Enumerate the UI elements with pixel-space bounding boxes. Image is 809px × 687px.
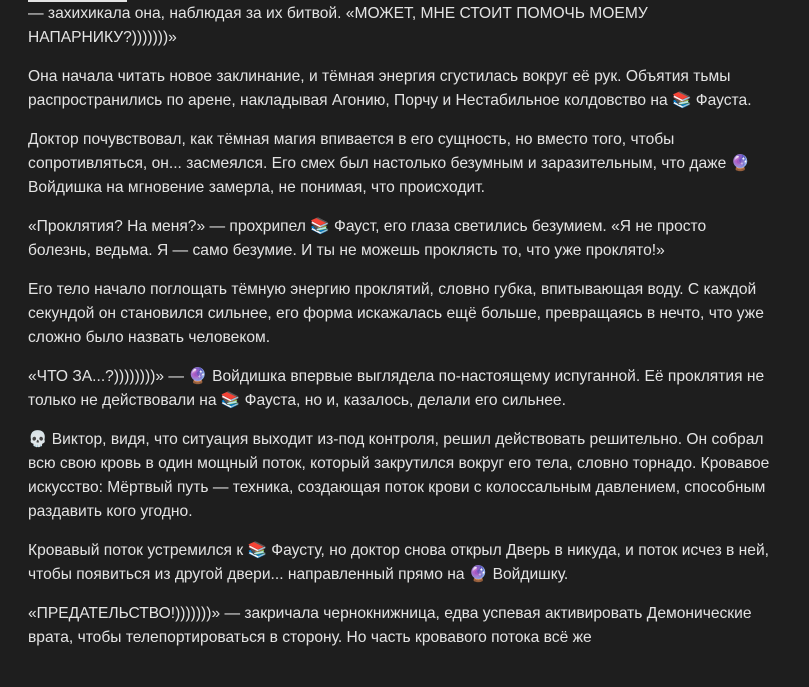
paragraph-9: «ПРЕДАТЕЛЬСТВО!)))))))» — закричала чернокнижница, едва успевая активировать Демонические врата, чтобы телепортироваться в сторону. Но часть кровавого потока всё же (28, 605, 752, 646)
paragraph-8: Кровавый поток устремился к 📚 Фаусту, но доктор снова открыл Дверь в никуда, и поток исчез в ней, чтобы появиться из другой двери... направленный прямо на 🔮 Войдишку. (28, 542, 769, 583)
paragraph-2: Она начала читать новое заклинание, и тёмная энергия сгустилась вокруг её рук. Объятия тьмы распространились по арене, накладывая Агонию, Порчу и Нестабильное колдовство на 📚 Фауста. (28, 68, 752, 109)
paragraph-3: Доктор почувствовал, как тёмная магия впивается в его сущность, но вместо того, чтобы сопротивляться, он... засмеялся. Его смех был настолько безумным и заразительным, что даже 🔮 Войдишка на мгновение замерла, не понимая, что происходит. (28, 131, 751, 196)
paragraph-6: «ЧТО ЗА...?))))))))» — 🔮 Войдишка впервые выглядела по-настоящему испуганной. Её проклятия не только не действовали на 📚 Фауста, но и, казалось, делали его сильнее. (28, 368, 765, 409)
paragraph-4: «Проклятия? На меня?» — прохрипел 📚 Фауст, его глаза светились безумием. «Я не просто болезнь, ведьма. Я — само безумие. И ты не можешь проклясть то, что уже проклято!» (28, 218, 707, 259)
paragraph-1: — захихикала она, наблюдая за их битвой. «МОЖЕТ, МНЕ СТОИТ ПОМОЧЬ МОЕМУ НАПАРНИКУ?)))))))» (28, 5, 648, 46)
paragraph-5: Его тело начало поглощать тёмную энергию проклятий, словно губка, впитывающая воду. С каждой секундой он становился сильнее, его форма искажалась ещё больше, превращаясь в нечто, что уже сложно было назвать человеком. (28, 281, 764, 346)
paragraph-7: 💀 Виктор, видя, что ситуация выходит из-под контроля, решил действовать решительно. Он собрал всю свою кровь в один мощный поток, который закрутился вокруг его тела, словно торнадо. Кровавое искусство: Мёртвый путь — техника, создающая поток крови с колоссальным давлением, способным раздавить кого угодно. (28, 431, 770, 520)
story-text (28, 2, 773, 665)
